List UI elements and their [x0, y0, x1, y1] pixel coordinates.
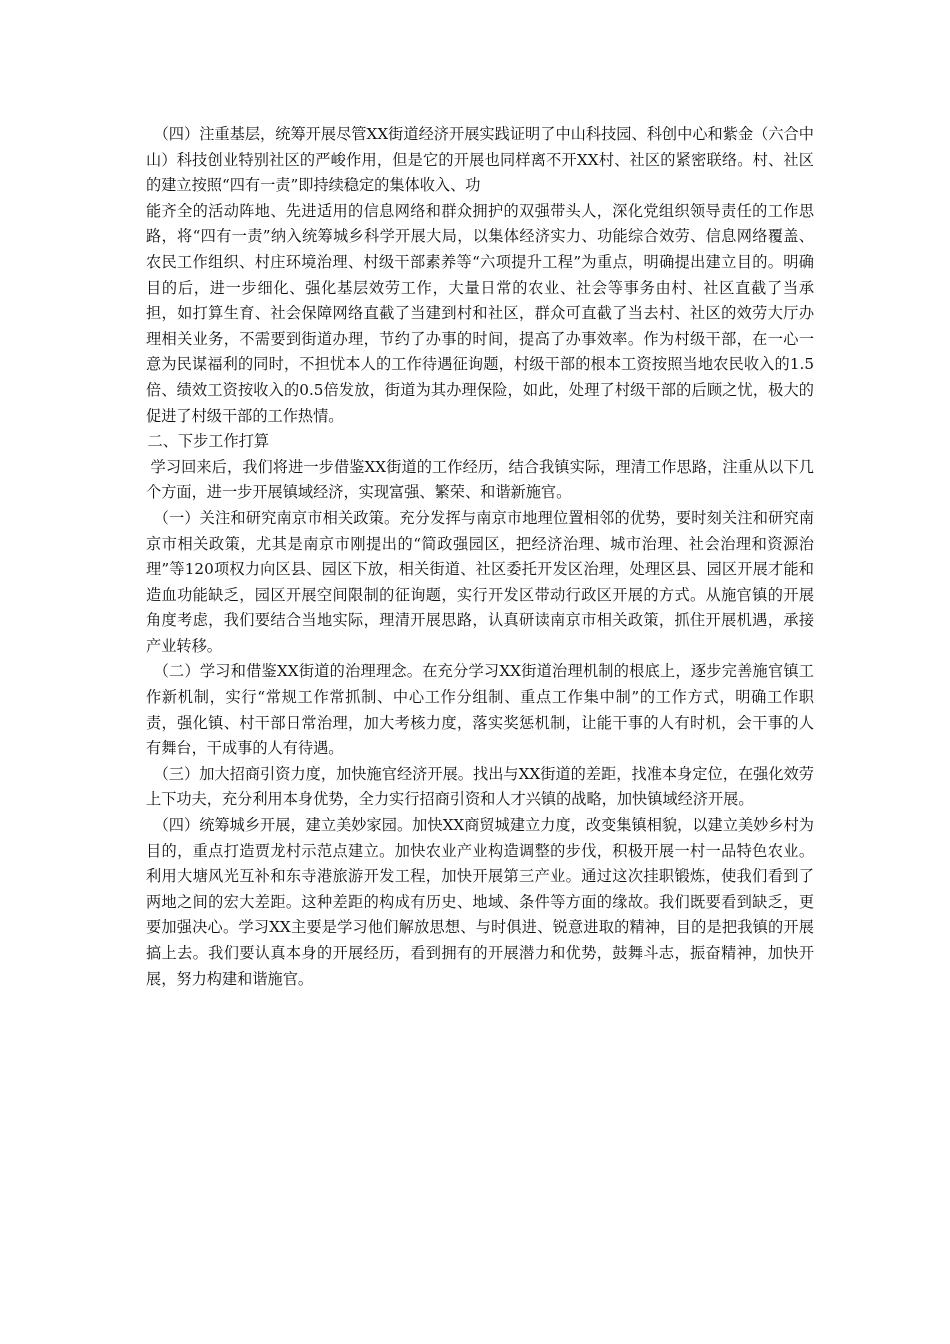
section-heading-next-steps: 二、下步工作打算	[147, 432, 270, 451]
document-body	[146, 122, 814, 992]
paragraph-item-1: （一）关注和研究南京市相关政策。充分发挥与南京市地理位置相邻的优势，要时刻关注和研究南京市相关政策，尤其是南京市刚提出的“简政强园区，把经济治理、城市治理、社会治理和资源治理”等120项权力向区县、园区下放，相关街道、社区委托开发区治理，处理区县、园区开展才能和造血功能缺乏，园区开展空间限制的征询题，实行开发区带动行政区开展的方式。从施官镇的开展角度考虑，我们要结合当地实际，理清开展思路，认真研读南京市相关政策，抓住开展机遇，承接产业转移。	[146, 508, 814, 655]
paragraph-item-4: （四）统筹城乡开展，建立美妙家园。加快XX商贸城建立力度，改变集镇相貌，以建立美妙乡村为目的，重点打造贾龙村示范点建立。加快农业产业构造调整的步伐，积极开展一村一品特色农业。利用大塘风光互补和东寺港旅游开发工程，加快开展第三产业。通过这次挂职锻炼，使我们看到了两地之间的宏大差距。这种差距的构成有历史、地域、条件等方面的缘故。我们既要看到缺乏，更要加强决心。学习XX主要是学习他们解放思想、与时俱进、锐意进取的精神，目的是把我镇的开展搞上去。我们要认真本身的开展经历，看到拥有的开展潜力和优势，鼓舞斗志，振奋精神，加快开展，努力构建和谐施官。	[146, 816, 814, 988]
paragraph-item-2: （二）学习和借鉴XX街道的治理理念。在充分学习XX街道治理机制的根底上，逐步完善施官镇工作新机制，实行“常规工作常抓制、中心工作分组制、重点工作集中制”的工作方式，明确工作职责，强化镇、村干部日常治理，加大考核力度，落实奖惩机制，让能干事的人有时机，会干事的人有舞台，干成事的人有待遇。	[146, 662, 814, 758]
paragraph-item-3: （三）加大招商引资力度，加快施官经济开展。找出与XX街道的差距，找准本身定位，在强化效劳上下功夫，充分利用本身优势，全力实行招商引资和人才兴镇的战略，加快镇域经济开展。	[146, 764, 814, 809]
paragraph-community-work: （四）注重基层，统筹开展尽管XX街道经济开展实践证明了中山科技园、科创中心和紫金（六合中山）科技创业特别社区的严峻作用，但是它的开展也同样离不开XX村、社区的紧密联络。村、社区的建立按照“四有一责”即持续稳定的集体收入、功	[146, 125, 814, 195]
paragraph-next-steps-intro: 学习回来后，我们将进一步借鉴XX街道的工作经历，结合我镇实际，理清工作思路，注重从以下几个方面，进一步开展镇域经济，实现富强、繁荣、和谐新施官。	[146, 457, 814, 502]
paragraph-community-work-continued: 能齐全的活动阵地、先进适用的信息网络和群众拥护的双强带头人，深化党组织领导责任的工作思路，将“四有一责”纳入统筹城乡科学开展大局，以集体经济实力、功能综合效劳、信息网络覆盖、农民工作组织、村庄环境治理、村级干部素养等“六项提升工程”为重点，明确提出建立目的。明确目的后，进一步细化、强化基层效劳工作，大量日常的农业、社会等事务由村、社区直截了当承担，如打算生育、社会保障网络直截了当建到村和社区，群众可直截了当去村、社区的效劳大厅办理相关业务，不需要到街道办理，节约了办事的时间，提高了办事效率。作为村级干部，在一心一意为民谋福利的同时，不担忧本人的工作待遇征询题，村级干部的根本工资按照当地农民收入的1.5倍、绩效工资按收入的0.5倍发放，街道为其办理保险，如此，处理了村级干部的后顾之忧，极大的促进了村级干部的工作热情。	[146, 201, 814, 425]
